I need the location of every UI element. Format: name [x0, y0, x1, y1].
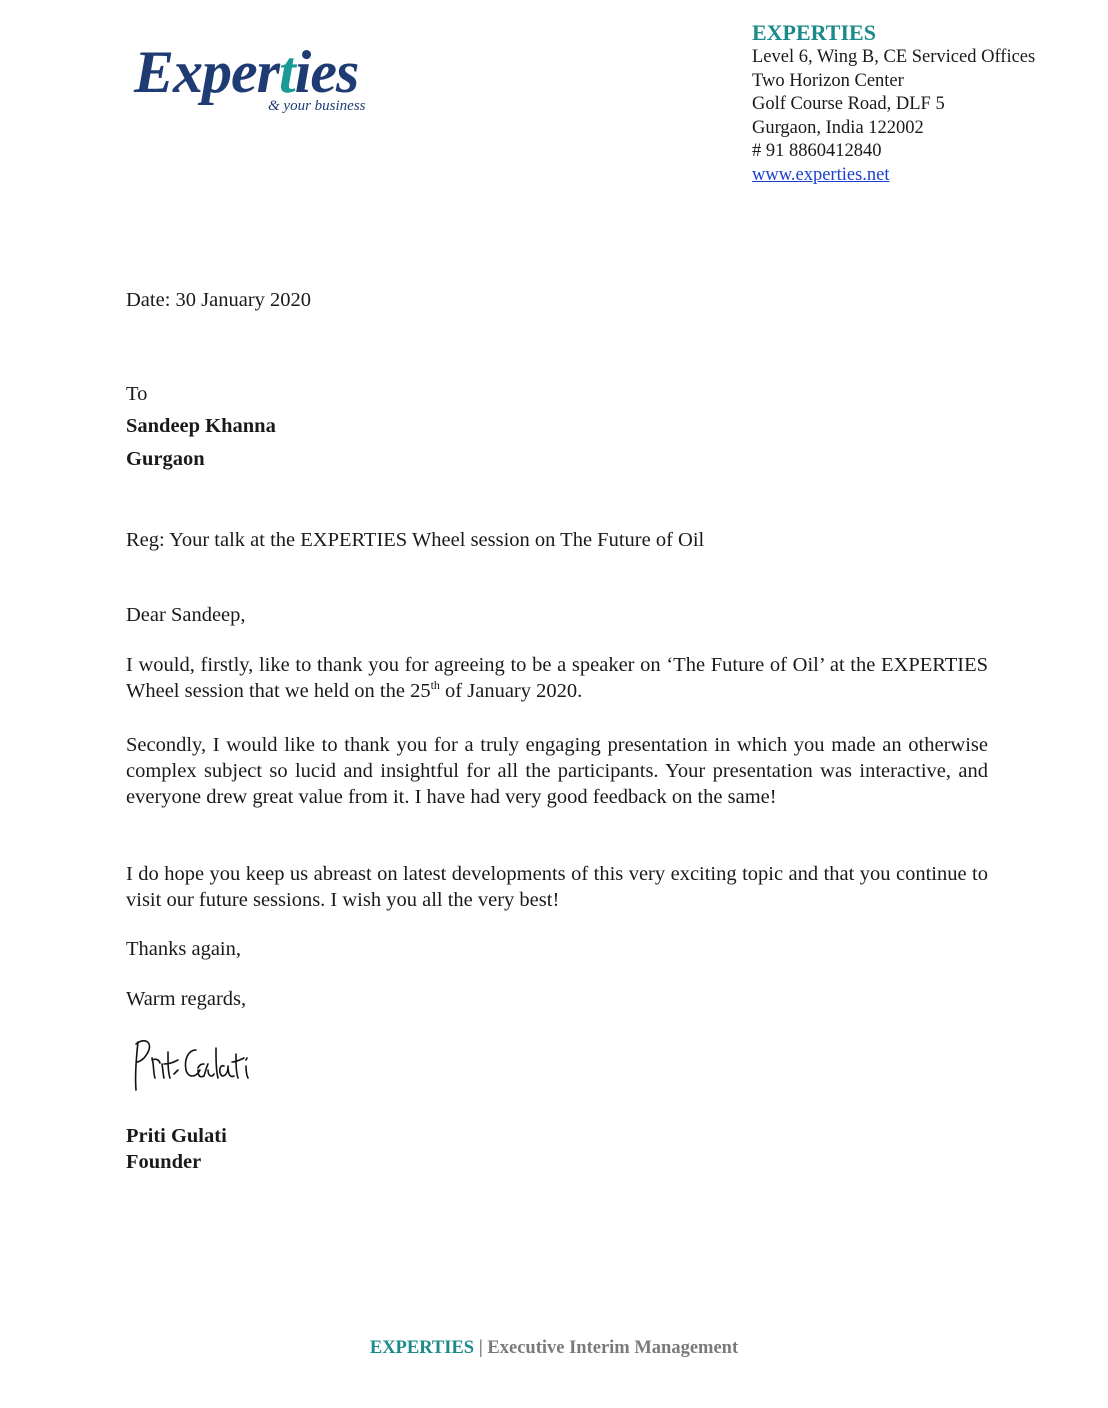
handwritten-signature — [126, 1030, 256, 1100]
paragraph-3: I do hope you keep us abreast on latest developments of this very exciting topic and that you continue to visit our future sessions. I wish you all the very best! — [126, 863, 988, 911]
closing-line: Warm regards, — [126, 988, 247, 1010]
paragraph-1: I would, firstly, like to thank you for agreeing to be a speaker on ‘The Future of Oil’ at the EXPERTIES Wheel session that we held on the 25th of January 2020. — [126, 654, 988, 702]
phone-number: # 91 8860412840 — [752, 141, 882, 161]
logo-tagline: & your business — [268, 98, 366, 114]
recipient-city: Gurgaon — [126, 448, 205, 470]
website-link[interactable]: www.experties.net — [752, 164, 890, 185]
letter-subject: Reg: Your talk at the EXPERTIES Wheel session on The Future of Oil — [126, 529, 705, 551]
paragraph-2: Secondly, I would like to thank you for a truly engaging presentation in which you made an otherwise complex subject so lucid and insightful for all the participants. Your presentation was interactive, and everyone drew great value from it. I have had very good feedback on the same! — [126, 734, 988, 808]
footer-tagline: Executive Interim Management — [487, 1338, 739, 1358]
signer-title: Founder — [126, 1151, 202, 1173]
logo-wordmark: Experties — [134, 39, 359, 105]
page-footer — [0, 1338, 1108, 1359]
letterhead-company: EXPERTIES — [752, 20, 876, 45]
letter-date: Date: 30 January 2020 — [126, 289, 312, 311]
salutation: Dear Sandeep, — [126, 604, 246, 626]
thanks-line: Thanks again, — [126, 938, 241, 960]
footer-brand: EXPERTIES — [369, 1338, 475, 1358]
recipient-name: Sandeep Khanna — [126, 415, 276, 437]
footer-separator: | — [474, 1338, 488, 1358]
address-line: Level 6, Wing B, CE Serviced Offices — [752, 47, 1036, 67]
signer-name: Priti Gulati — [126, 1125, 227, 1147]
address-line: Gurgaon, India 122002 — [752, 117, 924, 138]
letterhead-address — [752, 20, 1035, 187]
company-logo — [130, 40, 400, 130]
to-label: To — [126, 383, 148, 405]
address-line: Two Horizon Center — [752, 70, 904, 91]
address-line: Golf Course Road, DLF 5 — [752, 94, 945, 114]
